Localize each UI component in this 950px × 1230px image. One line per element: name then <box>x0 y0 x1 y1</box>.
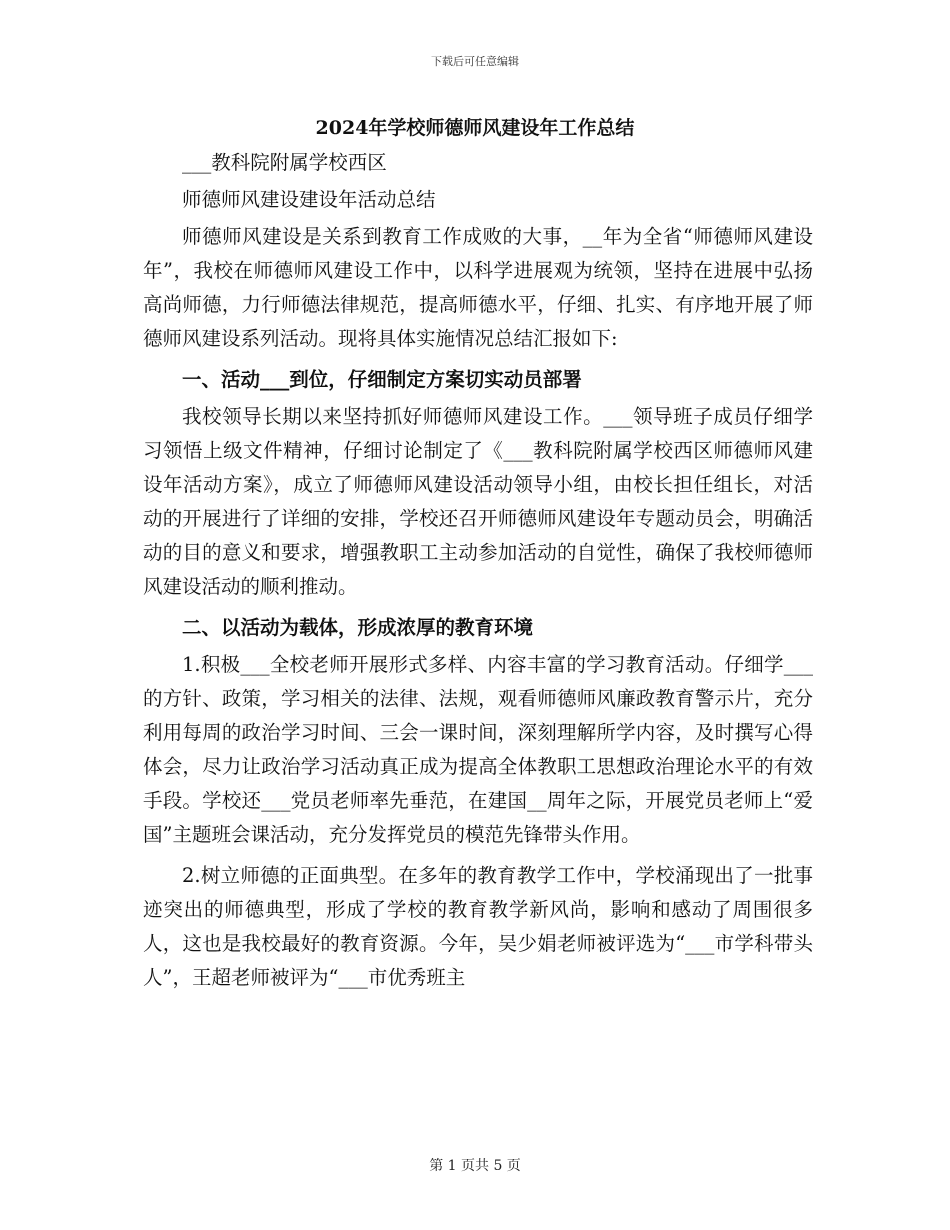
section-heading-2: 二、以活动为载体，形成浓厚的教育环境 <box>182 616 534 639</box>
section-2-item-1: 1.积极___全校老师开展形式多样、内容丰富的学习教育活动。仔细学___的方针、政策，学习相关的法律、法规，观看师德师风廉政教育警示片，充分利用每周的政治学习时间、三会一课时间，深刻理解所学内容，及时撰写心得体会，尽力让政治学习活动真正成为提高全体教职工思想政治理论水平的有效手段。学校还___党员老师率先垂范，在建国__周年之际，开展党员老师上“爱国”主题班会课活动，充分发挥党员的模范先锋带头作用。 <box>143 653 813 846</box>
header-note: 下载后可任意编辑 <box>431 55 519 68</box>
section-heading-1: 一、活动___到位，仔细制定方案切实动员部署 <box>182 368 582 391</box>
document-title: 2024年学校师德师风建设年工作总结 <box>315 117 635 139</box>
document-body <box>143 146 813 995</box>
intro-paragraph: 师德师风建设是关系到教育工作成败的大事，__年为全省“师德师风建设年”，我校在师德师风建设工作中，以科学进展观为统领，坚持在进展中弘扬高尚师德，力行师德法律规范，提高师德水平，仔细、扎实、有序地开展了师德师风建设系列活动。现将具体实施情况总结汇报如下: <box>143 225 813 350</box>
section-2-item-2: 2.树立师德的正面典型。在多年的教育教学工作中，学校涌现出了一批事迹突出的师德典型，形成了学校的教育教学新风尚，影响和感动了周围很多人，这也是我校最好的教育资源。今年，吴少娟老师被评选为“___市学科带头人”，王超老师被评为“___市优秀班主 <box>143 864 813 989</box>
subtitle-summary: 师德师风建设建设年活动总结 <box>182 188 436 211</box>
subtitle-school: ___教科院附属学校西区 <box>182 151 387 174</box>
page-number: 第 1 页共 5 页 <box>429 1158 521 1174</box>
section-1-paragraph: 我校领导长期以来坚持抓好师德师风建设工作。___领导班子成员仔细学习领悟上级文件精神，仔细讨论制定了《___教科院附属学校西区师德师风建设年活动方案》，成立了师德师风建设活动领导小组，由校长担任组长，对活动的开展进行了详细的安排，学校还召开师德师风建设年专题动员会，明确活动的目的意义和要求，增强教职工主动参加活动的自觉性，确保了我校师德师风建设活动的顺利推动。 <box>143 405 813 598</box>
